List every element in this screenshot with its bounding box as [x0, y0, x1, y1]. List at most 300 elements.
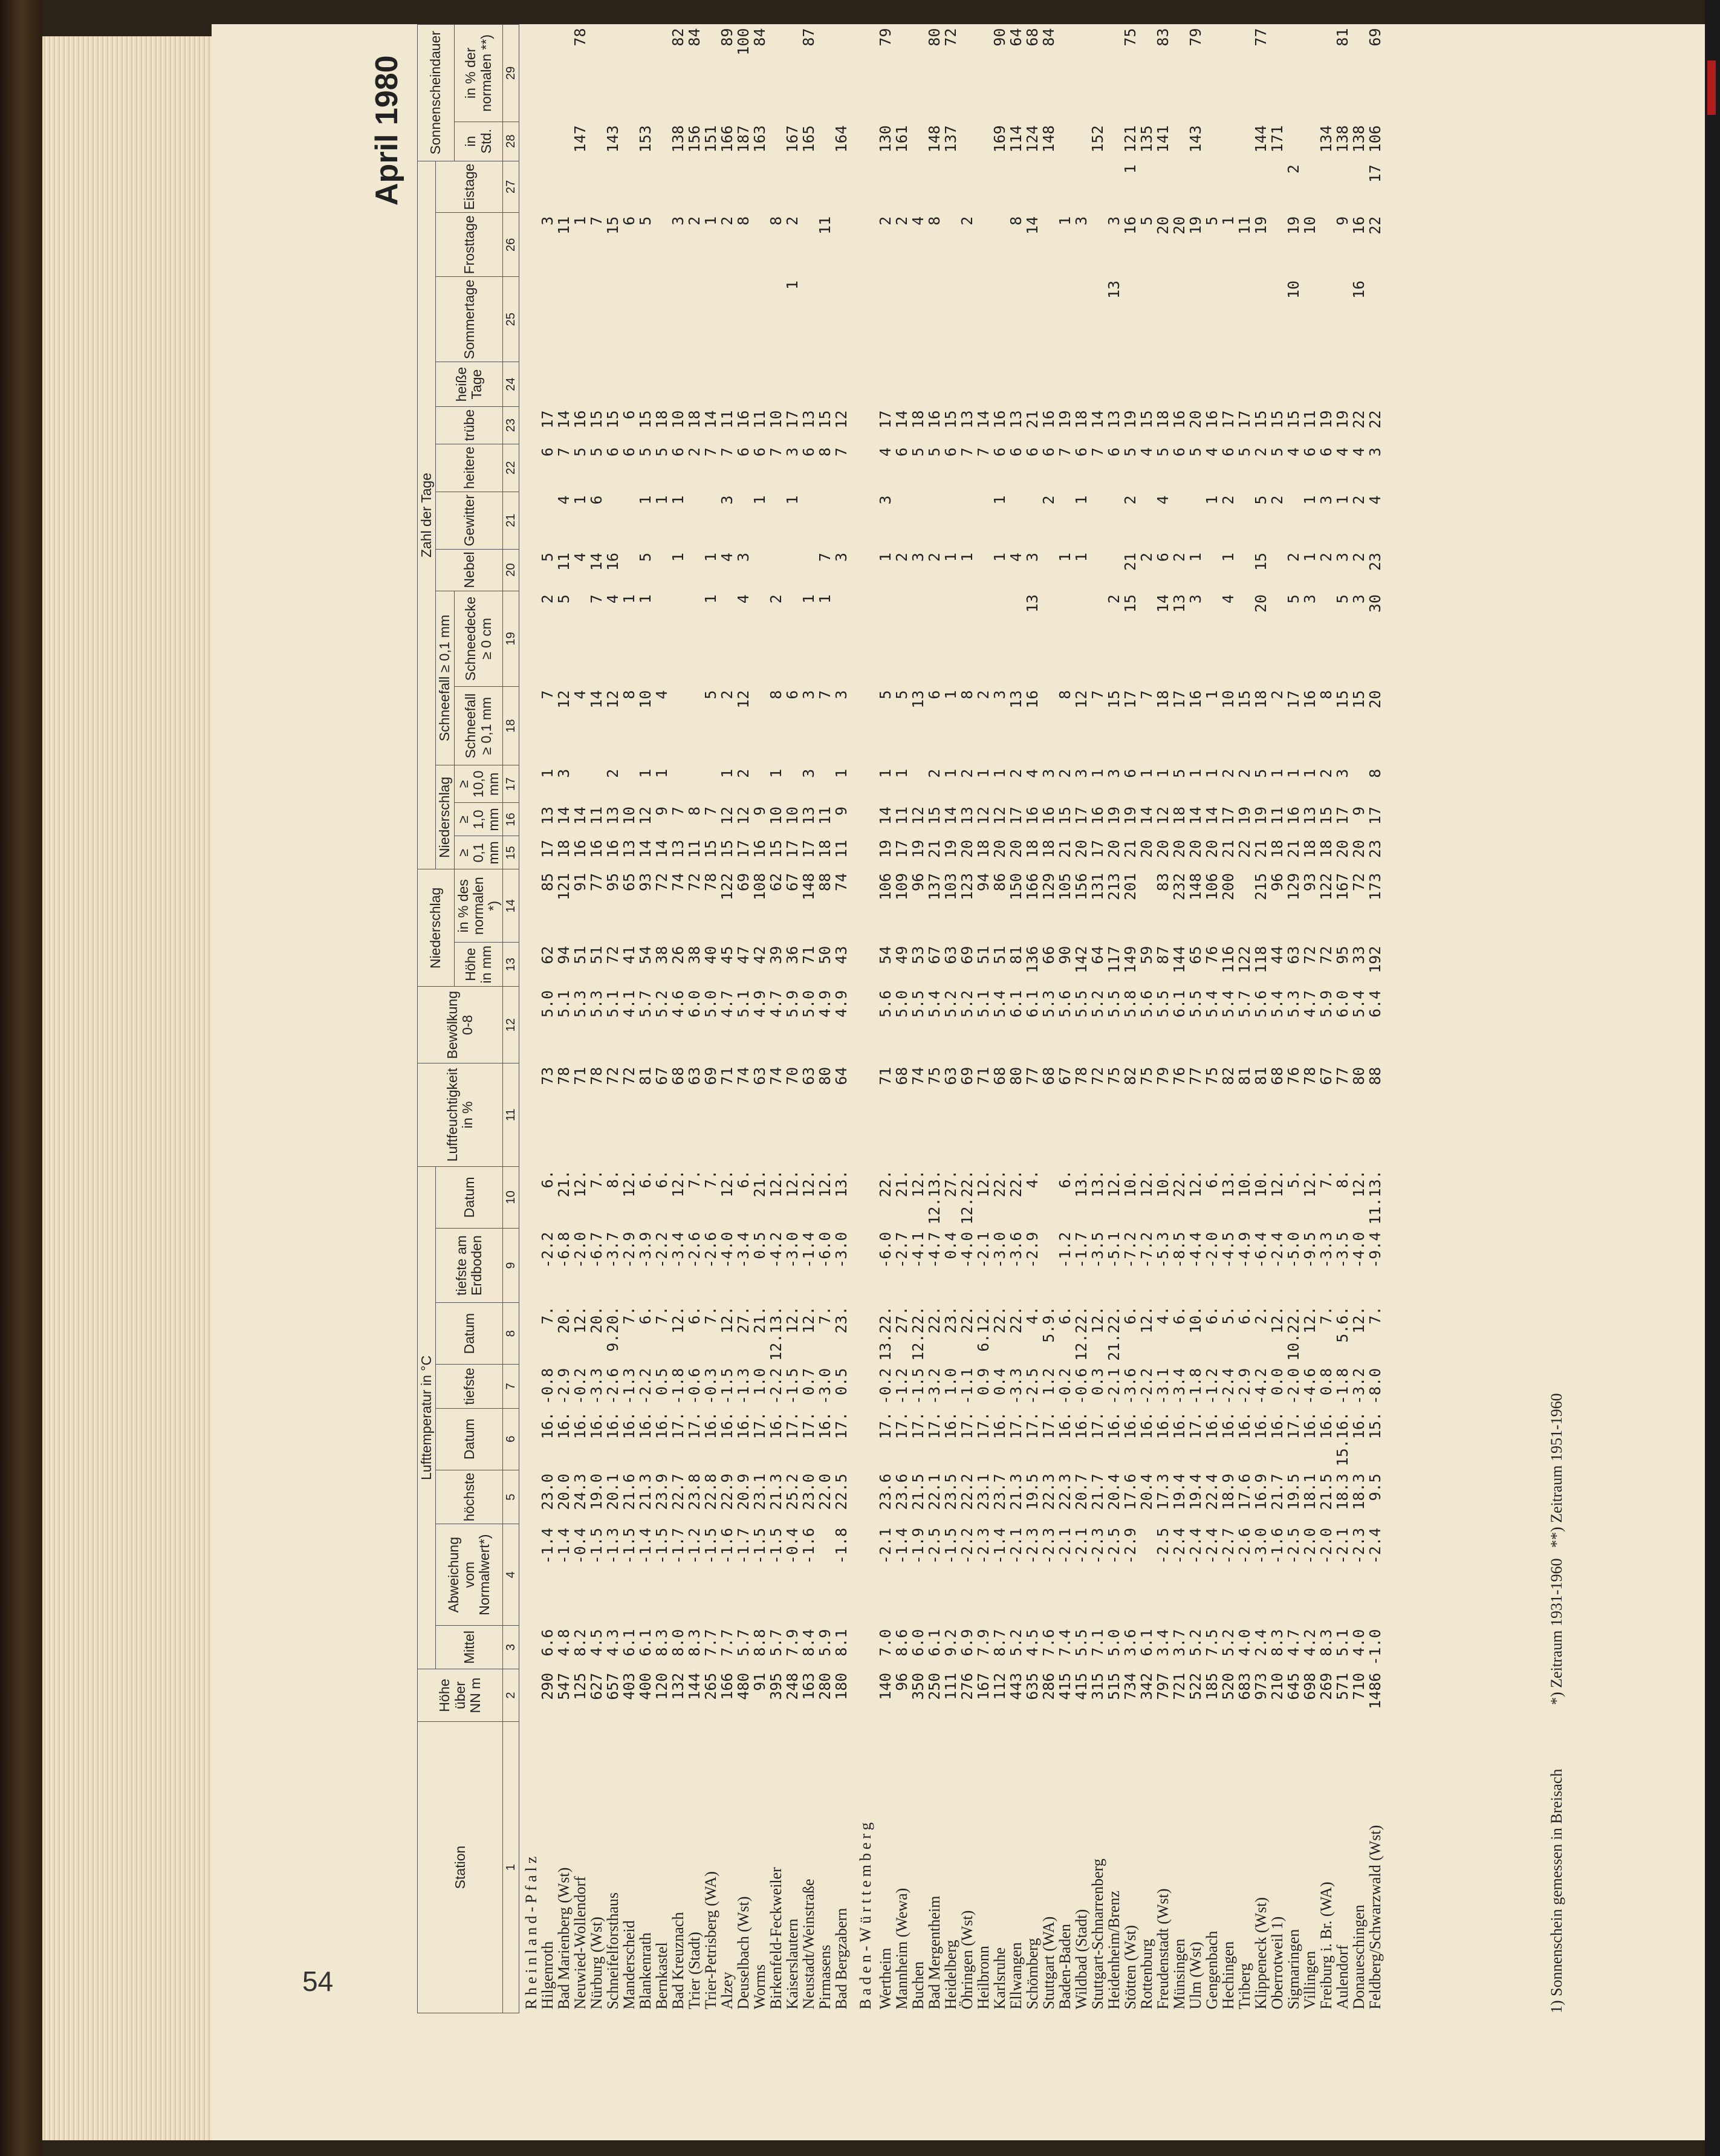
- table-cell: -1.5: [751, 1527, 769, 1565]
- table-cell: 63: [1285, 946, 1303, 964]
- table-cell: 973: [1252, 1672, 1270, 1700]
- table-cell: 38: [686, 946, 704, 964]
- table-cell: 166: [718, 1672, 736, 1700]
- table-cell: 12.: [1105, 1170, 1123, 1198]
- table-cell: 22.4: [1203, 1473, 1221, 1510]
- station-name: Bad Bergzabern: [832, 1908, 851, 2010]
- station-name: Hechingen: [1219, 1941, 1238, 2010]
- table-row: [1089, 25, 1106, 2013]
- table-cell: 12.: [1138, 1170, 1156, 1198]
- bookmark-tab: [1707, 60, 1716, 115]
- table-cell: 87: [800, 28, 818, 47]
- table-cell: -2.0: [1301, 1527, 1319, 1565]
- table-cell: 16: [604, 553, 622, 571]
- table-cell: 5.5: [909, 990, 927, 1018]
- table-cell: 21.7: [1268, 1473, 1287, 1510]
- table-cell: 11: [1301, 410, 1319, 429]
- table-cell: 4.7: [767, 990, 785, 1018]
- table-cell: 137: [942, 125, 960, 153]
- table-cell: 17: [735, 839, 753, 859]
- table-cell: -1.8: [1334, 1368, 1352, 1405]
- table-cell: 1.0: [942, 1368, 960, 1395]
- table-cell: 201: [1121, 872, 1140, 901]
- table-cell: 2: [1268, 690, 1287, 700]
- table-cell: 5.: [1219, 1306, 1238, 1325]
- table-cell: 51: [571, 946, 589, 964]
- table-cell: [1236, 549, 1253, 591]
- table-cell: [1187, 277, 1204, 362]
- table-cell: 3: [1366, 447, 1384, 457]
- header-schneedecke: Schneedecke ≥ 0 cm: [454, 591, 503, 686]
- table-cell: -1.2: [893, 1368, 911, 1405]
- table-cell: -2.5: [1154, 1527, 1172, 1565]
- table-cell: 20.: [588, 1306, 606, 1334]
- header-tiefste: tiefste: [436, 1365, 503, 1408]
- table-cell: 17: [1236, 410, 1254, 429]
- table-cell: 3: [539, 216, 557, 226]
- table-cell: 69: [958, 1067, 976, 1085]
- table-cell: 16.: [1154, 1412, 1172, 1440]
- table-cell: 6: [669, 447, 687, 457]
- table-cell: 4: [1285, 447, 1303, 457]
- table-cell: 18: [909, 410, 927, 429]
- table-cell: 17: [1334, 806, 1352, 825]
- table-row: [1024, 25, 1040, 2013]
- table-cell: 5.6: [1138, 990, 1156, 1018]
- column-number: 3: [503, 1625, 519, 1669]
- table-cell: [1253, 277, 1269, 362]
- column-number: 28: [503, 122, 519, 161]
- table-cell: 20.4: [1105, 1473, 1123, 1510]
- table-cell: 149: [1121, 946, 1140, 973]
- table-cell: 17.: [784, 1412, 802, 1440]
- table-cell: 88: [1366, 1067, 1384, 1085]
- table-cell: 5: [637, 216, 655, 226]
- table-cell: 8.: [604, 1170, 622, 1189]
- table-cell: 16.: [702, 1412, 720, 1440]
- table-cell: 7: [767, 447, 785, 457]
- table-cell: [735, 492, 751, 549]
- table-cell: 12: [555, 690, 573, 709]
- table-cell: 16: [1285, 806, 1303, 825]
- table-cell: 71: [877, 1067, 895, 1085]
- table-cell: 2: [1170, 553, 1189, 562]
- right-edge: [1705, 0, 1720, 2156]
- table-cell: 17.: [1024, 1412, 1042, 1440]
- table-cell: [959, 161, 975, 213]
- table-cell: [751, 687, 768, 765]
- table-cell: 10: [1285, 280, 1303, 299]
- table-cell: 54: [877, 946, 895, 964]
- table-cell: 22.7: [669, 1473, 687, 1510]
- column-number: 19: [503, 591, 519, 686]
- table-cell: [943, 492, 959, 549]
- header-eistage: Eistage: [436, 161, 503, 213]
- table-cell: 0.0: [1268, 1368, 1287, 1395]
- table-cell: [556, 161, 572, 213]
- table-cell: 17: [893, 839, 911, 859]
- table-cell: 6.0: [1334, 990, 1352, 1018]
- table-cell: 81: [1252, 1067, 1270, 1085]
- table-cell: 70: [784, 1067, 802, 1085]
- table-cell: 7.: [702, 1170, 720, 1189]
- table-cell: 6: [539, 447, 557, 457]
- column-number: 20: [503, 549, 519, 591]
- table-cell: 250: [926, 1672, 944, 1700]
- table-cell: 20: [1170, 216, 1189, 235]
- table-cell: 150: [1007, 872, 1025, 901]
- table-cell: 69: [958, 946, 976, 964]
- table-cell: 169: [991, 125, 1009, 153]
- table-cell: 71: [571, 1067, 589, 1085]
- table-cell: 6.: [637, 1170, 655, 1189]
- table-cell: 16: [735, 410, 753, 429]
- table-cell: 5.0: [893, 990, 911, 1018]
- table-cell: 0.9: [975, 1368, 993, 1395]
- table-cell: 8.3: [653, 1629, 671, 1657]
- table-cell: 142: [1073, 946, 1091, 973]
- table-cell: -1.5: [942, 1527, 960, 1565]
- table-cell: 171: [1268, 125, 1287, 153]
- column-number: 23: [503, 407, 519, 444]
- table-cell: [991, 213, 1008, 277]
- table-cell: 5.1: [1334, 1629, 1352, 1657]
- table-cell: 11: [816, 806, 834, 825]
- table-cell: 65: [620, 872, 638, 892]
- table-cell: 5.1: [735, 990, 753, 1018]
- table-cell: [910, 492, 926, 549]
- table-cell: [768, 362, 784, 407]
- table-cell: 49: [893, 946, 911, 964]
- table-cell: 8: [816, 447, 834, 457]
- header-zahl-der-tage: Zahl der Tage: [418, 161, 436, 869]
- table-cell: 3: [909, 553, 927, 562]
- table-cell: 13: [1105, 280, 1123, 299]
- table-cell: 14: [975, 410, 993, 429]
- table-row: [1334, 25, 1351, 2013]
- table-cell: 16: [1350, 280, 1368, 299]
- table-cell: 8.3: [1317, 1629, 1335, 1657]
- table-cell: 69: [702, 1067, 720, 1085]
- table-cell: 21: [1121, 553, 1140, 571]
- table-cell: [926, 362, 943, 407]
- table-cell: 100: [735, 28, 753, 56]
- table-cell: -1.5: [909, 1368, 927, 1405]
- table-cell: 9.2: [942, 1629, 960, 1657]
- table-cell: [943, 591, 959, 686]
- footnote-2: *) Zeitraum 1931-1960: [1548, 1558, 1565, 1705]
- table-cell: 7.7: [718, 1629, 736, 1657]
- table-cell: 77: [1024, 1067, 1042, 1085]
- table-cell: 3: [555, 768, 573, 778]
- table-cell: 7.: [620, 1306, 638, 1325]
- table-cell: [1057, 492, 1073, 549]
- table-cell: [975, 213, 991, 277]
- table-cell: 185: [1203, 1672, 1221, 1700]
- table-cell: 3: [718, 495, 736, 505]
- table-cell: 38: [653, 946, 671, 964]
- table-cell: 17.: [877, 1412, 895, 1440]
- table-cell: 12.: [800, 1170, 818, 1198]
- table-cell: 74: [832, 872, 851, 892]
- table-cell: 75: [1138, 1067, 1156, 1085]
- table-cell: 63: [800, 1067, 818, 1085]
- table-cell: 6: [991, 447, 1009, 457]
- station-name: Pirmasens: [816, 1944, 834, 2010]
- table-cell: -2.1: [1007, 1527, 1025, 1565]
- table-cell: [1073, 362, 1089, 407]
- table-cell: -1.7: [669, 1527, 687, 1565]
- table-row: [539, 25, 556, 2013]
- column-number: 11: [503, 1063, 519, 1167]
- table-cell: 12.: [718, 1306, 736, 1334]
- table-cell: 69: [1366, 28, 1384, 47]
- station-name: Bad Kreuznach: [669, 1912, 687, 2010]
- station-name: Mannheim (Wewa): [893, 1888, 911, 2010]
- table-row: [894, 25, 910, 2013]
- table-cell: [926, 277, 943, 362]
- table-cell: [926, 492, 943, 549]
- table-cell: 167: [784, 125, 802, 153]
- table-cell: -0.2: [877, 1368, 895, 1405]
- table-cell: 3: [735, 553, 753, 562]
- table-cell: [735, 277, 751, 362]
- table-cell: [817, 492, 833, 549]
- table-cell: 248: [784, 1672, 802, 1700]
- table-cell: 17: [1007, 806, 1025, 825]
- table-cell: 12: [1073, 690, 1091, 709]
- table-cell: 5.0: [702, 990, 720, 1018]
- table-cell: 141: [1154, 125, 1172, 153]
- table-cell: 90: [991, 28, 1009, 47]
- table-cell: 108: [751, 872, 769, 901]
- table-cell: [1024, 277, 1040, 362]
- table-cell: 11: [1268, 806, 1287, 825]
- table-cell: [556, 25, 572, 122]
- table-cell: 12.22.: [909, 1306, 927, 1361]
- table-cell: 84: [751, 28, 769, 47]
- table-cell: 83: [1154, 28, 1172, 47]
- table-cell: 4: [555, 495, 573, 505]
- table-cell: 72: [1089, 1067, 1107, 1085]
- table-cell: 7.5: [1203, 1629, 1221, 1657]
- table-cell: 1: [991, 495, 1009, 505]
- table-cell: 5.0: [800, 990, 818, 1018]
- table-cell: 63: [942, 946, 960, 964]
- station-name: Villingen: [1301, 1950, 1319, 2010]
- table-cell: 5.4: [926, 990, 944, 1018]
- table-cell: 20: [1138, 839, 1156, 859]
- table-cell: 1: [877, 553, 895, 562]
- table-cell: 68: [1024, 28, 1042, 47]
- table-cell: 90: [1056, 946, 1074, 964]
- table-cell: 10: [1219, 690, 1238, 709]
- table-cell: 7.9: [975, 1629, 993, 1657]
- table-cell: 166: [1024, 872, 1042, 901]
- header-sonne-prozent: in % der normalen **): [454, 25, 503, 122]
- table-cell: 6.9: [958, 1629, 976, 1657]
- table-cell: [703, 765, 719, 803]
- table-cell: 6: [735, 447, 753, 457]
- table-cell: 15: [1138, 410, 1156, 429]
- station-name: Deuselbach (Wst): [735, 1896, 753, 2010]
- table-cell: -3.4: [1170, 1368, 1189, 1405]
- table-row: [1367, 25, 1383, 2013]
- table-cell: 9: [832, 806, 851, 816]
- table-cell: 1: [893, 768, 911, 778]
- table-cell: -6.7: [588, 1232, 606, 1268]
- table-cell: 797: [1154, 1672, 1172, 1700]
- table-cell: 7: [669, 806, 687, 816]
- table-cell: [959, 122, 975, 161]
- table-cell: 12.: [571, 1306, 589, 1334]
- table-cell: -2.5: [1285, 1527, 1303, 1565]
- table-cell: 51: [975, 946, 993, 964]
- table-cell: 443: [1007, 1672, 1025, 1700]
- table-cell: 15: [604, 216, 622, 235]
- table-cell: 17.3: [1154, 1473, 1172, 1510]
- table-cell: [1269, 549, 1285, 591]
- table-cell: 14: [555, 806, 573, 825]
- table-cell: [975, 549, 991, 591]
- table-cell: 19: [1187, 216, 1205, 235]
- column-number: 7: [503, 1365, 519, 1408]
- table-cell: 16.: [571, 1412, 589, 1440]
- table-cell: 21.5: [909, 1473, 927, 1510]
- table-cell: [1220, 277, 1236, 362]
- table-cell: 11: [893, 806, 911, 825]
- table-cell: 7.: [1317, 1170, 1335, 1189]
- table-cell: 4: [1219, 594, 1238, 604]
- table-cell: 144: [1252, 125, 1270, 153]
- table-cell: [768, 25, 784, 122]
- column-number: 21: [503, 492, 519, 549]
- table-row: [572, 25, 588, 2013]
- table-cell: 6: [1073, 447, 1091, 457]
- table-cell: 95: [1334, 946, 1352, 964]
- table-cell: 88: [816, 872, 834, 892]
- table-cell: 0.3: [1089, 1368, 1107, 1395]
- table-cell: 22.: [958, 1306, 976, 1334]
- header-luftfeuchte: Luftfeuchtigkeit in %: [418, 1063, 503, 1167]
- table-cell: 627: [588, 1672, 606, 1700]
- table-cell: -1.5: [653, 1527, 671, 1565]
- table-cell: 12.: [909, 1170, 927, 1198]
- table-cell: 80: [926, 28, 944, 47]
- table-cell: 17.: [909, 1412, 927, 1440]
- table-cell: 16.: [1236, 1412, 1254, 1440]
- table-cell: 6: [784, 690, 802, 700]
- table-cell: 18: [1317, 839, 1335, 859]
- table-cell: 63: [942, 1067, 960, 1085]
- table-cell: 200: [1219, 872, 1238, 901]
- table-cell: [621, 765, 637, 803]
- table-cell: [817, 161, 833, 213]
- table-cell: 5: [539, 553, 557, 562]
- table-cell: 4.7: [1285, 1629, 1303, 1657]
- station-name: Schömberg: [1024, 1938, 1042, 2010]
- table-cell: 6.1: [620, 1629, 638, 1657]
- table-cell: 12.22.: [958, 1170, 976, 1225]
- table-row: [1040, 25, 1057, 2013]
- table-cell: 20: [1187, 410, 1205, 429]
- table-cell: 3: [800, 768, 818, 778]
- table-cell: 5.4: [1350, 990, 1368, 1018]
- table-cell: 6.4: [1366, 990, 1384, 1018]
- table-cell: -2.9: [1236, 1368, 1254, 1405]
- table-cell: 5: [1236, 447, 1254, 457]
- table-cell: 1: [637, 768, 655, 778]
- table-cell: 16.: [637, 1412, 655, 1440]
- table-cell: 16: [1089, 806, 1107, 825]
- table-cell: 18: [816, 839, 834, 859]
- station-name: Münsingen: [1170, 1938, 1189, 2010]
- table-cell: 5.7: [1236, 990, 1254, 1018]
- table-cell: 9: [751, 806, 769, 816]
- table-row: [605, 25, 621, 2013]
- table-cell: 2.4: [1252, 1629, 1270, 1657]
- table-cell: 1: [1056, 216, 1074, 226]
- table-cell: [1236, 362, 1253, 407]
- table-cell: [1171, 25, 1187, 122]
- table-cell: 6.1: [1138, 1629, 1156, 1657]
- table-cell: 23: [1366, 553, 1384, 571]
- table-row: [588, 25, 605, 2013]
- table-cell: [686, 591, 703, 686]
- table-cell: [975, 161, 991, 213]
- table-cell: 15.16.: [1334, 1412, 1352, 1467]
- table-cell: 7.: [539, 1306, 557, 1325]
- table-cell: 571: [1334, 1672, 1352, 1700]
- table-cell: 18.3: [1334, 1473, 1352, 1510]
- table-cell: 17.: [1285, 1412, 1303, 1440]
- table-cell: 16.: [1203, 1412, 1221, 1440]
- header-hoehe: Höhe über NN m: [418, 1669, 503, 1722]
- table-cell: 12: [832, 410, 851, 429]
- table-cell: -1.3: [620, 1368, 638, 1405]
- table-cell: 4: [1138, 447, 1156, 457]
- table-cell: 17: [1285, 690, 1303, 709]
- table-cell: 10: [620, 806, 638, 825]
- station-name: Ulm (Wst): [1187, 1941, 1205, 2010]
- table-cell: 17: [1121, 690, 1140, 709]
- table-cell: 1: [800, 594, 818, 604]
- table-cell: -2.9: [555, 1368, 573, 1405]
- table-cell: 122: [718, 872, 736, 901]
- table-cell: 13: [620, 839, 638, 859]
- table-cell: 82: [1219, 1067, 1238, 1085]
- header-schnee: Schneefall ≥ 0,1 mm: [436, 591, 454, 765]
- table-cell: 21.3: [767, 1473, 785, 1510]
- table-cell: -2.4: [1268, 1232, 1287, 1268]
- table-cell: 17: [1089, 839, 1107, 859]
- table-cell: -2.3: [1024, 1527, 1042, 1565]
- table-cell: 39: [767, 946, 785, 964]
- header-bewoelkung: Bewölkung 0-8: [418, 987, 503, 1063]
- table-cell: -2.9: [620, 1232, 638, 1268]
- table-cell: [539, 161, 556, 213]
- table-cell: -7.2: [1138, 1232, 1156, 1268]
- table-cell: 17.: [669, 1412, 687, 1440]
- table-cell: 16.: [539, 1412, 557, 1440]
- table-cell: 173: [1366, 872, 1384, 901]
- table-cell: 14: [555, 410, 573, 429]
- table-cell: 103: [942, 872, 960, 901]
- table-cell: -4.0: [718, 1232, 736, 1268]
- table-cell: 15: [1252, 553, 1270, 571]
- table-cell: -2.1: [975, 1232, 993, 1268]
- table-cell: [833, 492, 849, 549]
